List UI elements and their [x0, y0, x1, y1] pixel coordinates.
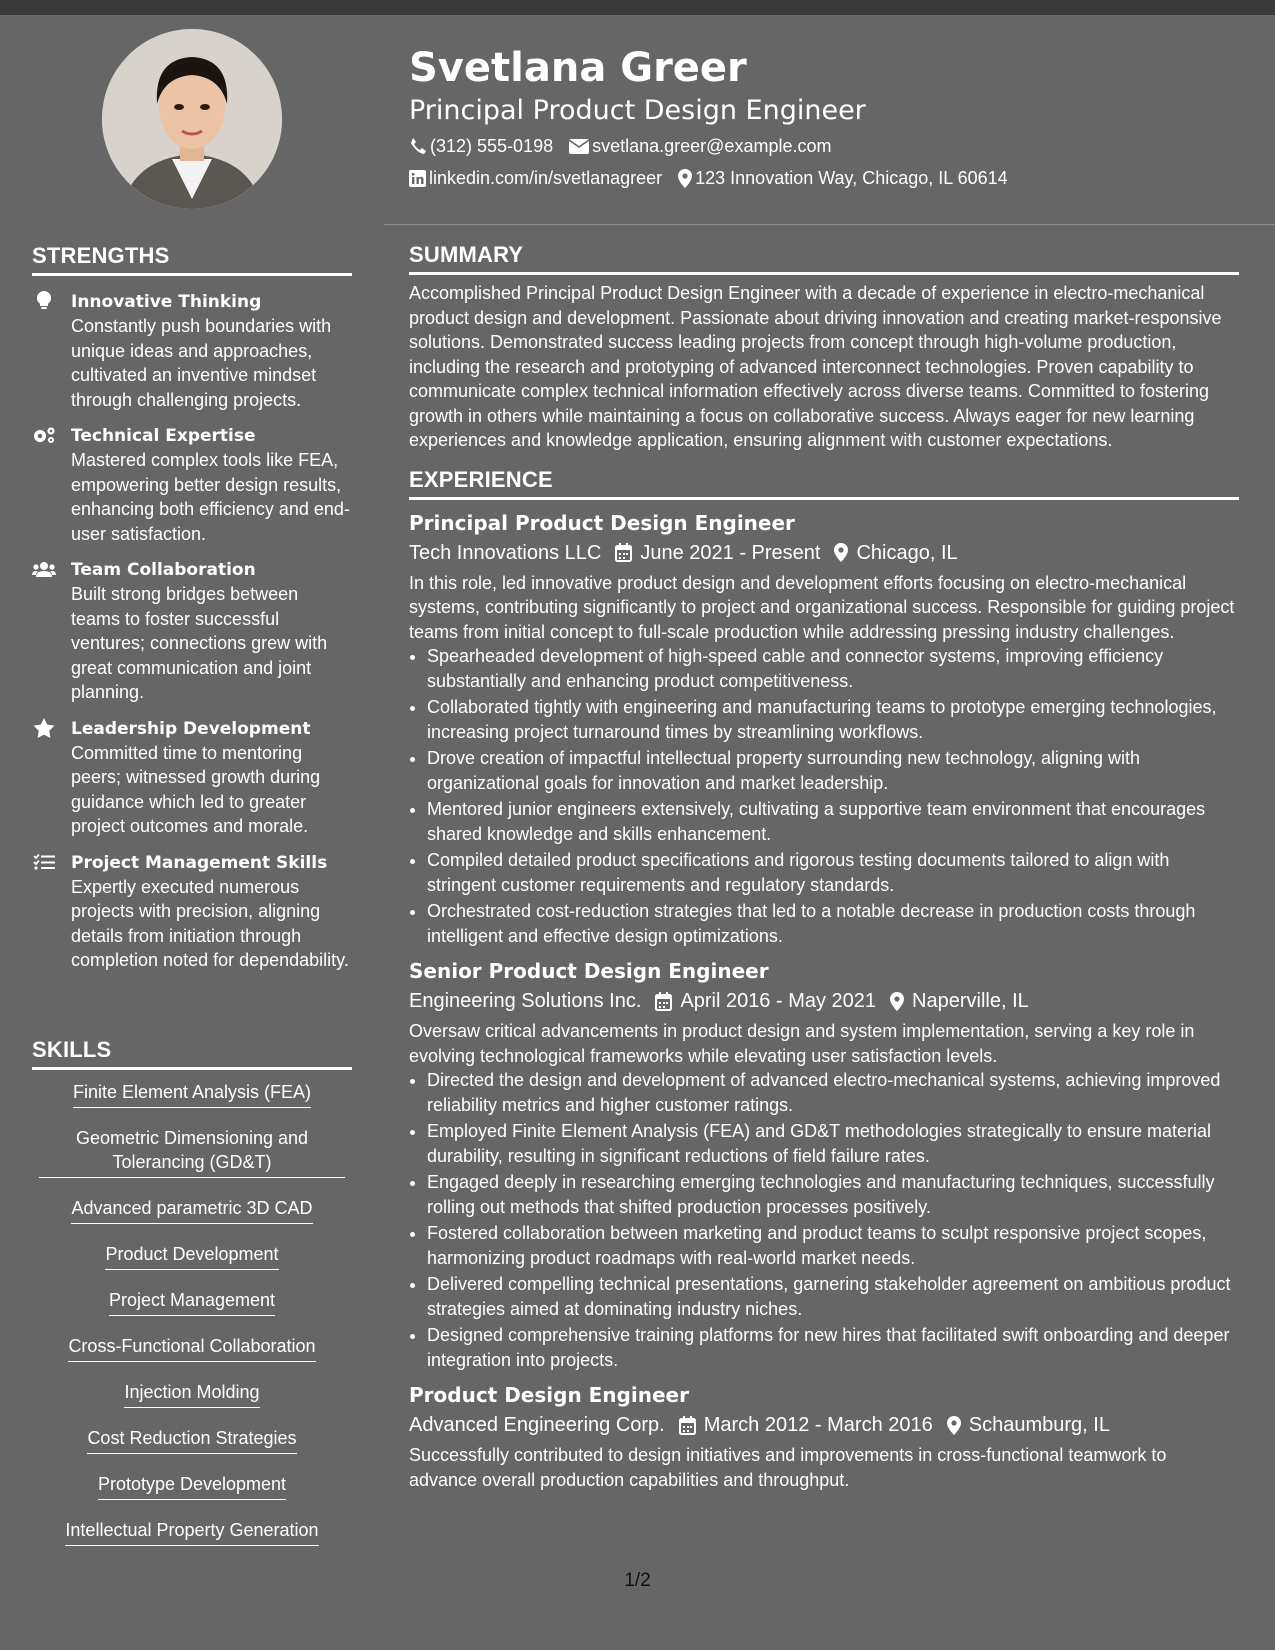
job-meta	[409, 538, 1239, 568]
job-description: Successfully contributed to design initiatives and improvements in cross-functional teamwork to advance overall production capabilities and throughput.	[409, 1445, 1167, 1490]
job-dates-text: March 2012 - March 2016	[703, 1414, 933, 1436]
job-company: Engineering Solutions Inc.	[409, 990, 642, 1012]
strength-desc: Expertly executed numerous projects with precision, aligning details from initiation through completion noted for dependability.	[71, 876, 349, 970]
skill-item: Finite Element Analysis (FEA)	[73, 1080, 311, 1108]
linkedin-icon	[409, 170, 426, 187]
strength-desc: Constantly push boundaries with unique ideas and approaches, cultivated an inventive mindset through challenging projects.	[71, 316, 332, 410]
job-bullet: • Delivered compelling technical presentations, garnering stakeholder agreement on ambitious product strategies aimed at dominating industry niches.	[427, 1272, 1239, 1321]
job-dates-text: June 2021 - Present	[640, 541, 821, 564]
job-entry	[409, 956, 1239, 1372]
calendar-icon	[655, 992, 672, 1011]
job-entry	[409, 508, 1239, 949]
person-name: Svetlana Greer	[409, 45, 747, 91]
strength-title: Team Collaboration	[71, 560, 256, 580]
strength-title: Technical Expertise	[71, 426, 256, 446]
email-text: svetlana.greer@example.com	[592, 136, 832, 156]
job-meta	[409, 986, 1239, 1016]
job-location	[890, 986, 1029, 1016]
strength-item	[32, 851, 352, 973]
job-dates	[655, 986, 876, 1016]
job-company: Advanced Engineering Corp.	[409, 1414, 665, 1436]
lightbulb-icon	[32, 291, 56, 311]
skill-item: Project Management	[109, 1288, 275, 1316]
strength-item	[32, 717, 352, 839]
skills-heading: SKILLS	[32, 1037, 352, 1070]
job-bullet: • Spearheaded development of high-speed cable and connector systems, improving efficiency substantially and enhancing product competitiveness.	[427, 644, 1239, 693]
email-contact[interactable]	[569, 134, 831, 158]
skill-list	[32, 1080, 352, 1546]
main-column	[409, 242, 1239, 1492]
top-bar	[0, 0, 1275, 15]
address-text: 123 Innovation Way, Chicago, IL 60614	[695, 168, 1008, 188]
job-entry	[409, 1380, 1239, 1492]
experience-heading: EXPERIENCE	[409, 467, 1239, 500]
strength-title: Leadership Development	[71, 718, 311, 739]
skill-item: Geometric Dimensioning and Tolerancing (GD&T)	[39, 1126, 345, 1178]
envelope-icon	[569, 139, 589, 154]
contact-row-1	[409, 134, 847, 158]
job-title: Senior Product Design Engineer	[409, 959, 769, 983]
strength-desc: Built strong bridges between teams to foster successful ventures; connections grew with great communication and joint planning.	[71, 584, 328, 702]
job-location-text: Naperville, IL	[912, 990, 1029, 1012]
task-list-icon	[32, 852, 56, 872]
job-title: Principal Product Design Engineer	[409, 510, 795, 535]
summary-section	[409, 242, 1239, 453]
gears-icon	[32, 425, 56, 445]
phone-contact[interactable]	[409, 134, 553, 158]
job-description: Oversaw critical advancements in product design and system implementation, serving a key role in evolving technological frameworks while elevating user satisfaction levels.	[409, 1021, 1195, 1066]
job-bullet: • Employed Finite Element Analysis (FEA) and GD&T methodologies strategically to ensure material durability, resulting in significant reductions of field failure rates.	[427, 1119, 1239, 1168]
contact-row-2	[409, 166, 1024, 190]
strength-item	[32, 558, 352, 705]
strength-title: Innovative Thinking	[71, 292, 262, 312]
job-bullet: • Designed comprehensive training platforms for new hires that facilitated swift onboarding and deeper integration into projects.	[427, 1323, 1239, 1372]
linkedin-contact[interactable]	[409, 166, 662, 190]
job-title: Product Design Engineer	[409, 1383, 689, 1407]
person-title: Principal Product Design Engineer	[409, 95, 866, 126]
map-pin-icon	[834, 543, 848, 562]
job-bullet: • Compiled detailed product specifications and rigorous testing documents tailored to align with stringent customer requirements and regulatory standards.	[427, 848, 1239, 897]
map-pin-icon	[678, 169, 692, 188]
linkedin-text: linkedin.com/in/svetlanagreer	[429, 168, 663, 188]
job-bullet: • Directed the design and development of advanced electro-mechanical systems, achieving improved reliability metrics and higher customer ratings.	[427, 1068, 1239, 1117]
strength-item	[32, 290, 352, 412]
phone-icon	[409, 137, 427, 155]
star-icon	[32, 718, 56, 738]
skill-item: Product Development	[105, 1242, 278, 1270]
strength-item	[32, 424, 352, 546]
job-company: Tech Innovations LLC	[409, 541, 602, 564]
map-pin-icon	[947, 1416, 961, 1435]
header-divider	[384, 224, 1275, 225]
strength-desc: Committed time to mentoring peers; witnessed growth during guidance which led to greater project outcomes and morale.	[71, 742, 321, 836]
page-number: 1/2	[624, 1570, 651, 1591]
job-dates	[679, 1410, 933, 1440]
skill-item: Injection Molding	[124, 1380, 259, 1408]
users-icon	[32, 559, 56, 579]
job-description: In this role, led innovative product design and development efforts focusing on electro-mechanical systems, contributing significantly to project and organizational success. Responsible for guiding project teams from initial concept to full-scale production while addressing pressing industry challenges.	[409, 572, 1235, 642]
job-location-text: Schaumburg, IL	[968, 1414, 1110, 1436]
experience-section	[409, 467, 1239, 1493]
job-meta	[409, 1410, 1239, 1440]
job-location-text: Chicago, IL	[856, 541, 958, 564]
skill-item: Intellectual Property Generation	[65, 1518, 318, 1546]
job-bullet: • Collaborated tightly with engineering and manufacturing teams to prototype emerging technologies, increasing project turnaround times by streamlining workflows.	[427, 695, 1239, 744]
strengths-heading: STRENGTHS	[32, 243, 352, 276]
calendar-icon	[679, 1416, 696, 1435]
job-location	[947, 1410, 1110, 1440]
profile-photo	[102, 29, 282, 209]
job-location	[834, 538, 957, 568]
strengths-section	[32, 243, 352, 973]
avatar	[102, 29, 282, 209]
job-bullet: • Engaged deeply in researching emerging technologies and manufacturing techniques, successfully rolling out methods that shifted production processes positively.	[427, 1170, 1239, 1219]
strength-desc: Mastered complex tools like FEA, empowering better design results, enhancing both efficiency and end-user satisfaction.	[71, 450, 350, 544]
skills-section	[32, 1037, 352, 1564]
job-bullet: • Fostered collaboration between marketing and product teams to sculpt responsive project scopes, harmonizing product roadmaps with real-world market needs.	[427, 1221, 1239, 1270]
phone-text: (312) 555-0198	[430, 136, 554, 156]
strength-title: Project Management Skills	[71, 852, 328, 873]
skill-item: Prototype Development	[98, 1472, 286, 1500]
job-bullet: • Drove creation of impactful intellectual property surrounding new technology, aligning with organizational goals for innovation and market leadership.	[427, 746, 1239, 795]
job-bullet: • Orchestrated cost-reduction strategies that led to a notable decrease in production costs through intelligent and effective design optimizations.	[427, 899, 1239, 948]
job-dates-text: April 2016 - May 2021	[680, 990, 877, 1012]
job-bullet: • Mentored junior engineers extensively, cultivating a supportive team environment that encourages shared knowledge and skills enhancement.	[427, 797, 1239, 846]
job-bullets	[409, 1068, 1239, 1372]
job-dates	[615, 538, 820, 568]
map-pin-icon	[890, 992, 904, 1011]
skill-item: Cross-Functional Collaboration	[68, 1334, 315, 1362]
job-bullets	[409, 644, 1239, 948]
calendar-icon	[615, 543, 632, 562]
skill-item: Cost Reduction Strategies	[87, 1426, 296, 1454]
summary-heading: SUMMARY	[409, 242, 1239, 275]
skill-item: Advanced parametric 3D CAD	[71, 1196, 312, 1224]
summary-text: Accomplished Principal Product Design Engineer with a decade of experience in electro-mechanical product design and development. Passionate about driving innovation and creating market-responsive solutions. Demonstrated success leading projects from concept through high-volume production, including the research and prototyping of advanced interconnect technologies. Proven capability to communicate complex technical information effectively across diverse teams. Committed to fostering growth in others while maintaining a focus on collaborative success. Always eager for new learning experiences and knowledge application, ensuring alignment with customer expectations.	[409, 283, 1222, 450]
address-contact	[678, 166, 1008, 190]
